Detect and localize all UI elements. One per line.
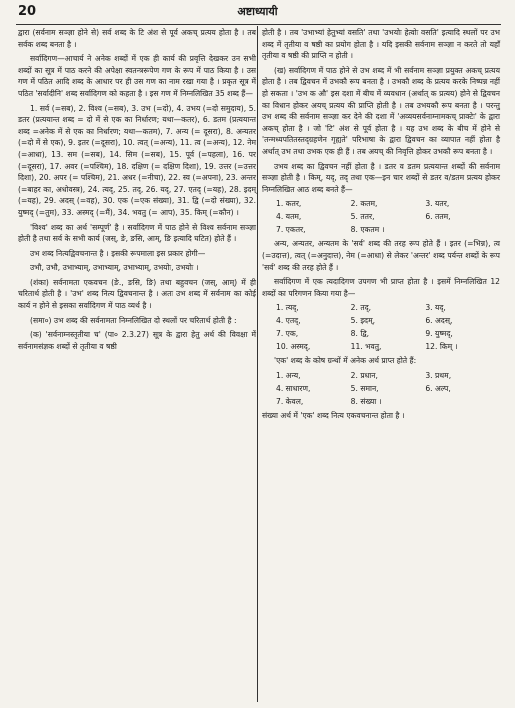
list-item: 4. साधारण,	[276, 383, 311, 393]
list-item: 1. कतर,	[276, 199, 302, 209]
list-item: 5. इदम्,	[350, 316, 376, 326]
list-item: 12. किम् ।	[425, 342, 458, 352]
list-item: 3. यद्,	[425, 303, 446, 313]
list-item: 8. एकतम ।	[350, 225, 385, 235]
list-item: 7. एक,	[276, 329, 299, 339]
list-item: 2. तद्,	[350, 303, 372, 313]
word-list	[262, 369, 500, 408]
header-rule	[16, 24, 501, 25]
list-item: 6. अदस्,	[425, 316, 453, 326]
left-column	[18, 27, 256, 352]
word-list	[262, 301, 500, 353]
list-item: 6. अल्प,	[425, 383, 451, 393]
page-number: 20	[18, 4, 37, 19]
paragraph: उभय शब्द का द्विवचन नहीं होता है । डतर व डतम प्रत्ययान्त शब्दों की सर्वनाम सञ्ज्ञा होती है । किम्, यद्, तद् तथा एक—इन चार शब्दों से डतर व/डतम प्रत्यय होकर निम्नलिखित आठ शब्द बनते हैं—	[262, 161, 500, 194]
list-item: 5. समान,	[350, 383, 379, 393]
list-item: 10. अस्मद्,	[276, 342, 311, 352]
paragraph: संख्या अर्थ में 'एक' शब्द नित्य एकवचनान्त होता है ।	[262, 410, 405, 420]
paragraph: (समा०) उभ शब्द की सर्वनामता निम्नलिखित दो स्थलों पर चरितार्थ होती है :	[30, 315, 237, 325]
column-divider	[257, 26, 258, 702]
list-item: 4. एतद्,	[276, 316, 301, 326]
list-item: 3. प्रथम,	[425, 370, 452, 380]
paragraph: 'एक' शब्द के कोष ग्रन्थों में अनेक अर्थ प्राप्त होते हैं:	[274, 356, 417, 366]
paragraph: 1. सर्व (=सब), 2. विश्व (=सब), 3. उभ (=दो), 4. उभय (=दो समुदाय), 5. डतर (प्रत्ययान्त शब्द = दो में से एक का निर्धारण; यथा—कतर), 6. डतम (प्रत्ययान्त शब्द =अनेक में से एक का निर्धारण; यथा—कतम), 7. अन्य (= दूसरा), 8. अन्यतर (=दो में से एक), 9. इतर (=दूसरा), 10. त्वत् (=अन्य), 11. त्व (=अन्य), 12. नेम (=आधा), 13. सम (=सब), 14. सिम (=सब), 15. पूर्व (=पहला), 16. पर (=दूसरा), 17. अवर (=पश्चिम), 18. दक्षिण (= दक्षिण दिशा), 19. उत्तर (=उत्तर दिशा), 20. अपर (= पश्चिम), 21. अधर (=नीचा), 22. स्व (=अपना), 23. अन्तर (=बाहर का, अधोवस्त्र), 24. त्यद्, 25. तद्, 26. यद्, 27. एतद् (=यह), 28. इदम् (=यह), 29. अदस् (=वह), 30. एक (=एक संख्या), 31. द्वि (=दो संख्या), 32. युष्मद् (=तुम), 33. अस्मद् (=मैं), 34. भवतु (= आप), 35. किम् (=कौन) ।	[18, 103, 256, 217]
paragraph: अन्य, अन्यतर, अन्यतम के 'सर्व' शब्द की तरह रूप होते हैं । इतर (=भिन्न), त्व (=उदात्त), त्वत् (=अनुदात्त), नेम (=आधा) से लेकर 'अन्तर' शब्द पर्यन्त शब्दों के रूप 'सर्व' शब्द की तरह होते हैं ।	[262, 239, 500, 272]
right-column	[262, 27, 500, 421]
word-list	[262, 197, 500, 236]
list-item: 9. युष्मद्,	[425, 329, 453, 339]
list-item: 1. त्यद्,	[276, 303, 299, 313]
paragraph: (ख) सर्वादिगण में पाठ होने से उभ शब्द में भी सर्वनाम सञ्ज्ञा प्रयुक्त अकच् प्रत्यय होता है । तब द्विवचन में उभकौ रूप बनता है । उभकौ शब्द के प्रत्यय करके निष्पन्न नहीं हो सकता । 'उभ क औ' इस दशा में बीच में व्यवधान (अर्थात् क प्रत्यय) होने से द्विवचन का विधान होकर अयच् प्रत्यय की प्राप्ति होती है । तब उभयकौ रूप बनता है । परन्तु उभ शब्द की सर्वनाम सञ्ज्ञा कर देने की दशा में 'अव्ययसर्वनाम्नामकच् प्राक्टेः' के द्वारा अकच् होता है । जो 'टि' अंश से पूर्व होता है । यह उभ शब्द के बीच में होने से 'तन्मध्यपतितस्तद्ग्रहणेन गृह्यते' परिभाषा के द्वारा द्विवचन का व्यापात नहीं होता है अर्थात् उभ तथा उभक एक ही हैं । तब अयच् की निवृत्ति होकर उभकौ रूप बनता है ।	[262, 65, 500, 156]
paragraph: उभ शब्द नित्यद्विवचनान्त है । इसकी रूपमाला इस प्रकार होगी—	[30, 248, 206, 258]
list-item: 8. द्वि,	[350, 329, 370, 339]
list-item: 8. संख्या ।	[350, 396, 382, 406]
paragraph: सर्वादिगण में एक त्यदादिगण उपगण भी प्राप्त होता है । इसमें निम्नलिखित 12 शब्दों का परिगणन किया गया है—	[262, 277, 500, 298]
list-item: 4. यतम,	[276, 212, 302, 222]
paragraph: (क) 'सर्वनाम्नस्तृतीया च' (पा० 2.3.27) सूत्र के द्वारा हेतु अर्थ की विवक्षा में सर्वनामसंज्ञक शब्दों से तृतीया व षष्ठी	[18, 330, 256, 351]
paragraph: होती है । तब 'उभाभ्यां हेतुभ्यां वसति' तथा 'उभयोः हेत्वोः वसति' इत्यादि स्थलों पर उभ शब्द में तृतीया व षष्ठी का प्रयोग होता है । यदि इसकी सर्वनाम सञ्ज्ञा न करते तो यहाँ तृतीया व षष्ठी की प्राप्ति न होती ।	[262, 28, 500, 61]
list-item: 7. केवल,	[276, 396, 304, 406]
list-item: 7. एकतर,	[276, 225, 306, 235]
page-header	[0, 0, 515, 24]
paragraph: उभौ, उभौ, उभाभ्याम्, उभाभ्याम्, उभाभ्याम्, उभयोः, उभयोः ।	[30, 263, 199, 273]
list-item: 1. अन्य,	[276, 370, 301, 380]
paragraph: (शंका) सर्वनामता एकवचन (ङे., ङसि, ङि) तथा बहुवचन (जस्, आम्) में ही चरितार्थ होती है । 'उभ' शब्द नित्य द्विवचनान्त है । अतः उभ शब्द में सर्वनाम का कोई कार्य न होने से इसका सर्वादिगण में पाठ व्यर्थ है ।	[18, 277, 256, 311]
list-item: 2. प्रधान,	[350, 370, 378, 380]
paragraph: सर्वादिगण—आचार्य ने अनेक शब्दों में एक ही कार्य की प्रवृत्ति देखकर उन सभी शब्दों का सूत्र में पाठ करने की अपेक्षा स्वतन्त्ररूपेण गण के रूप में पाठ किया है । उस गण में पठित आदि शब्द के आधार पर ही उस गण का नाम रखा गया है । प्रकृत सूत्र में पठित 'सर्वादीनि' शब्द सर्वादिगण को कहता है । इस गण में निम्नलिखित 35 शब्द हैं—	[18, 54, 256, 98]
list-item: 5. ततर,	[350, 212, 375, 222]
list-item: 2. कतम,	[350, 199, 378, 209]
list-item: 11. भवतु,	[350, 342, 382, 352]
paragraph: द्वारा (सर्वनाम सञ्ज्ञा होने से) सर्व शब्द के टि अंश से पूर्व अकच् प्रत्यय होता है । तब सर्वक शब्द बनता है ।	[18, 28, 256, 49]
paragraph: 'विश्व' शब्द का अर्थ 'सम्पूर्ण' है । सर्वादिगण में पाठ होने से विश्व सर्वनाम सञ्ज्ञा होती है तथा सर्व के सभी कार्य (जस्, ङे, ङसि, आम्, ङि इत्यादि घटित) होते हैं ।	[18, 222, 256, 244]
list-item: 3. यतर,	[425, 199, 450, 209]
list-item: 6. ततम,	[425, 212, 451, 222]
running-title: अष्टाध्यायी	[237, 5, 278, 18]
